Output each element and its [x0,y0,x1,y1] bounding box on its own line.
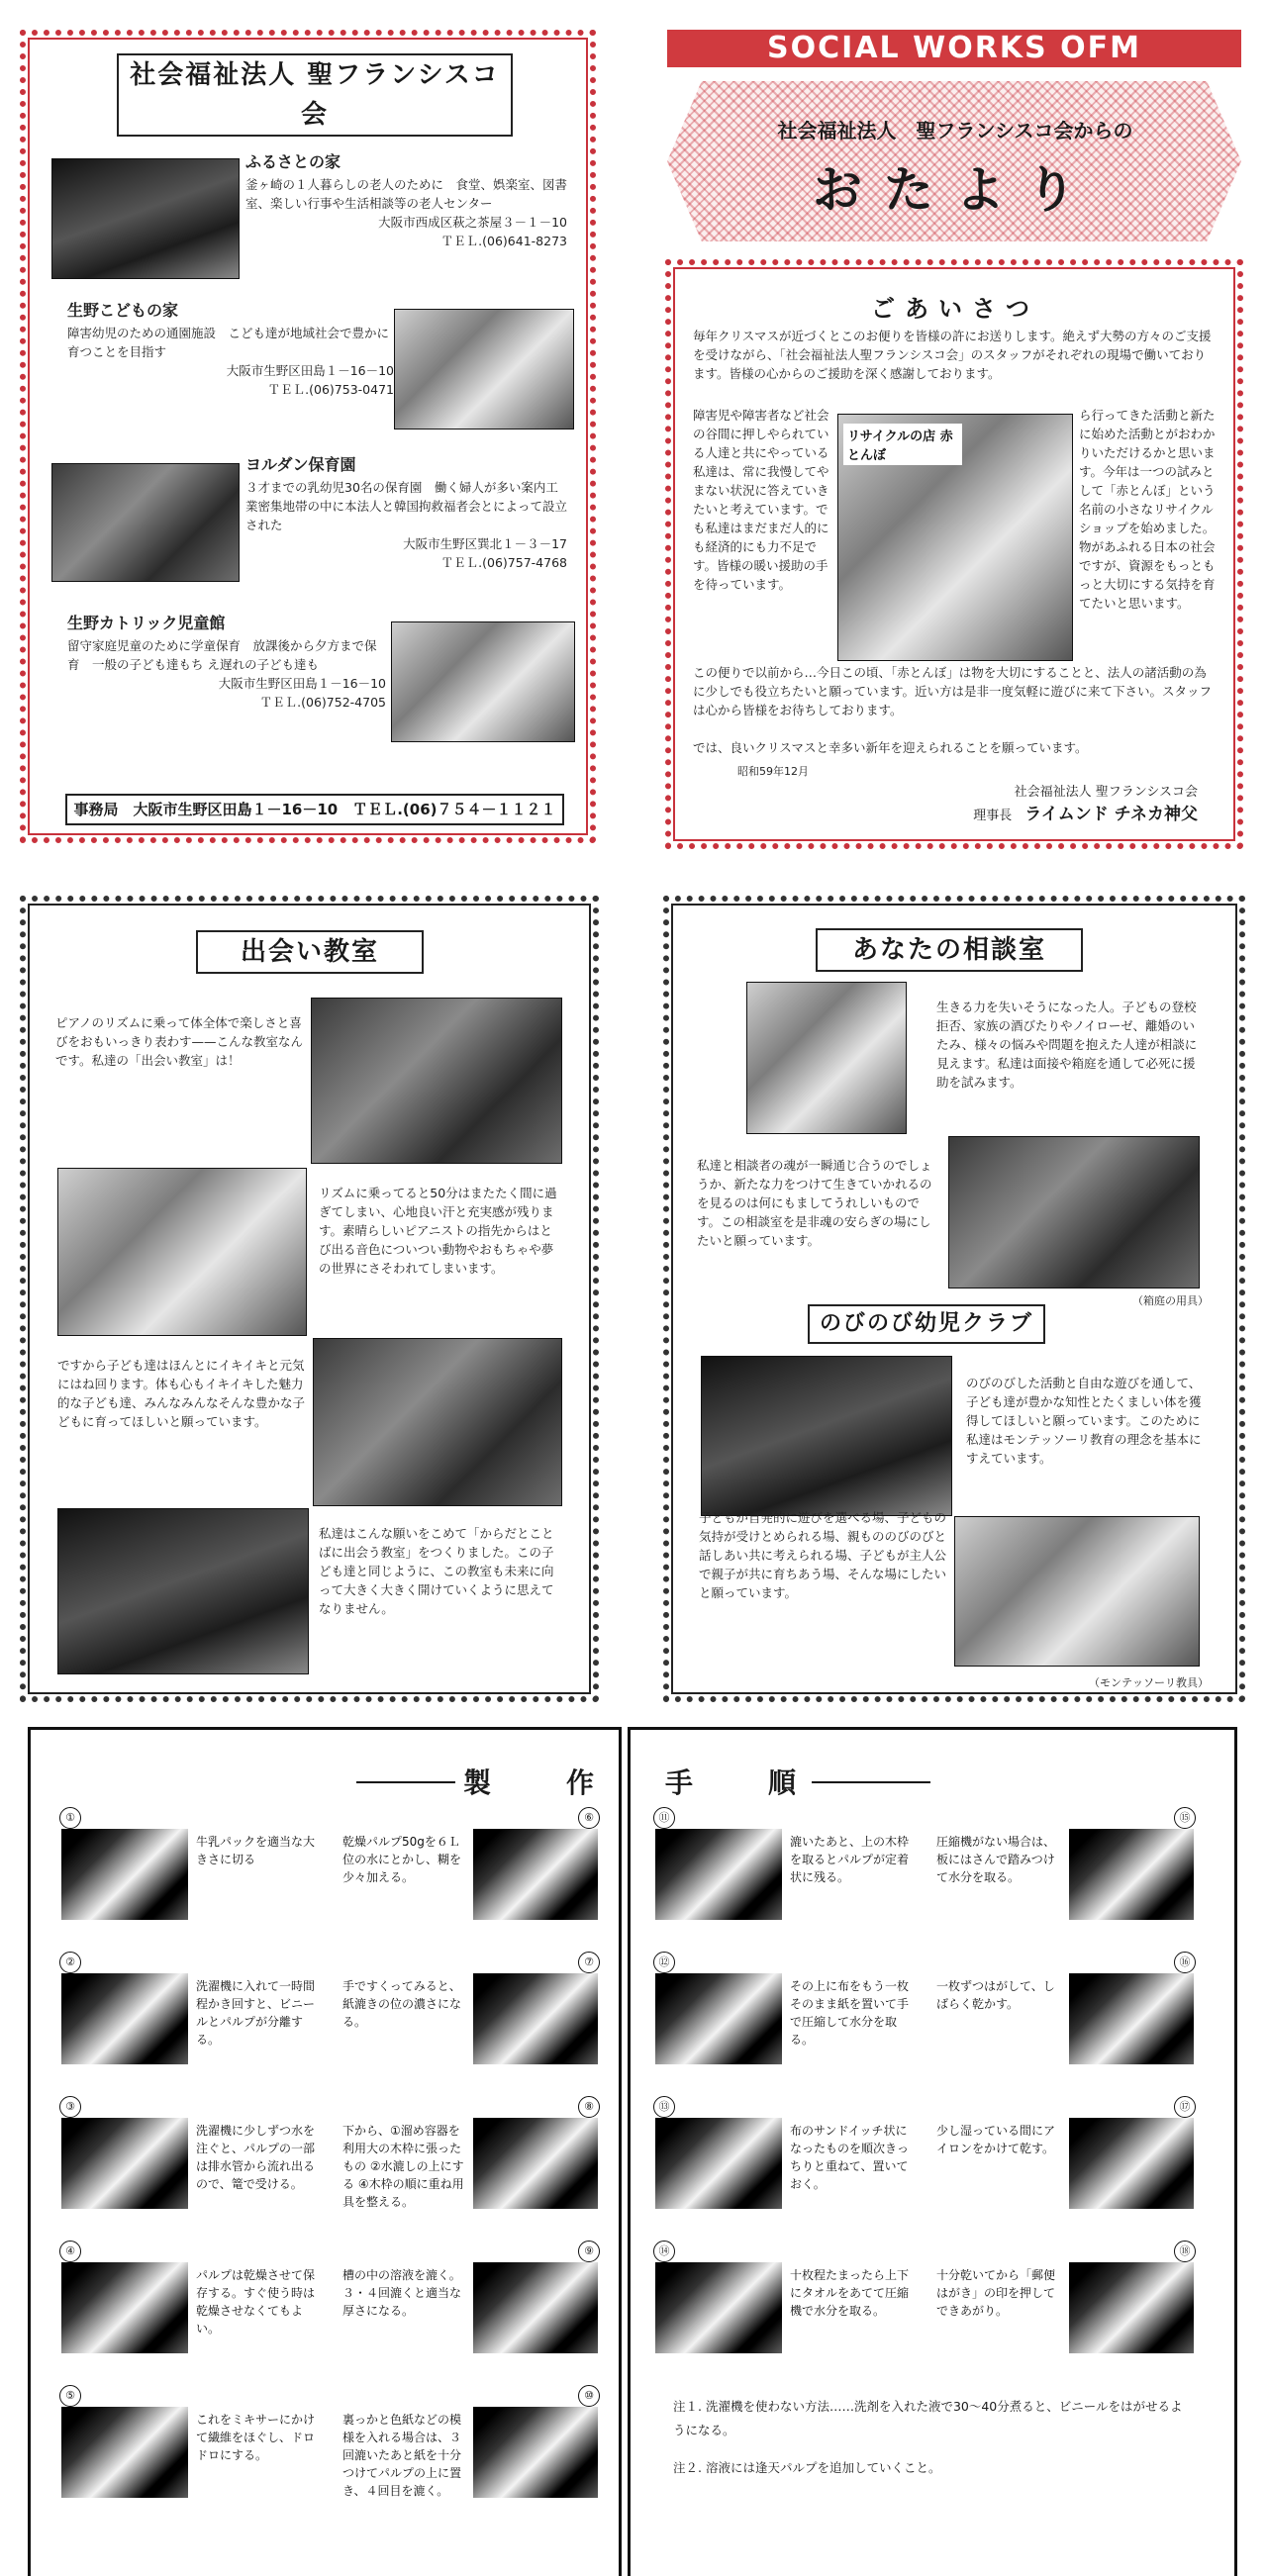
step-1-photo [61,1829,188,1920]
nobinobi-photo-1 [701,1356,952,1516]
deai-photo-1 [311,998,562,1164]
step-6-text: 乾燥パルプ50gを６Ｌ位の水にとかし、糊を少々加える。 [342,1835,462,1884]
step-11-photo [655,1829,782,1920]
shop-sign: リサイクルの店 赤とんぼ [843,424,962,465]
step-17-text: 少し湿っている間にアイロンをかけて乾す。 [936,2124,1056,2155]
step-12-num: ⑫ [653,1952,675,1973]
deai-p4: 私達はこんな願いをこめて「からだとことばに出会う教室」をつくりました。この子ども達と同じように、この教室も未来に向って大きく大きく開けていくように思えてなりません。 [319,1526,554,1616]
step-12-text: その上に布をもう一枚そのまま紙を置いて手で圧縮して水分を取る。 [790,1979,910,2047]
heading-char-1: 製 [463,1766,492,1799]
step-14-photo [655,2262,782,2353]
nobinobi-p1: のびのびした活動と自由な遊びを通して、子ども達が豊かな知性とたくましい体を獲得してほしいと願っています。このために私達はモンテッソーリ教育の理念を基本にすえています。 [966,1376,1202,1466]
step-4-text: パルプは乾燥させて保存する。すぐ使う時は乾燥させなくてもよい。 [196,2268,316,2336]
step-11-num: ⑪ [653,1807,675,1829]
step-17-photo [1069,2118,1194,2209]
step-2-num: ② [59,1952,81,1973]
step-2-photo [61,1973,188,2064]
step-16-text: 一枚ずつはがして、しばらく乾かす。 [936,1979,1055,2011]
facility-name: 生野こどもの家 [67,301,179,320]
nobinobi-title: のびのび幼児クラブ [808,1304,1045,1344]
step-13-text: 布のサンドイッチ状になったものを順次きっちりと重ねて、置いておく。 [790,2124,910,2191]
deai-photo-2 [57,1168,307,1336]
step-16-photo [1069,1973,1194,2064]
office-address: 事務局 大阪市生野区田島１－16－10 ＴＥＬ.(06)７５４－１１２１ [65,794,564,825]
deai-p1: ピアノのリズムに乗って体全体で楽しさと喜びをおもいっきり表わす——こんな教室なんです。私達の「出会い教室」は！ [55,1015,304,1068]
step-14-num: ⑭ [653,2241,675,2262]
steps-note-1: 注１. 洗濯機を使わない方法……洗剤を入れた液で30～40分煮ると、ビニールをはがせるようになる。 [673,2399,1183,2437]
step-18-text: 十分乾いてから「郵便はがき」の印を押してできあがり。 [936,2268,1056,2318]
deai-title: 出会い教室 [196,930,424,974]
step-15-photo [1069,1829,1194,1920]
facility-tel: ＴＥＬ.(06)753-0471 [267,382,394,397]
hakoniwa-photo [948,1136,1200,1288]
soudan-p1: 生きる力を失いそうになった人。子どもの登校拒否、家族の酒びたりやノイローゼ、離婚のいたみ、様々の悩みや問題を抱えた人達が相談に見えます。私達は面接や箱庭を通して必死に援助を試みます。 [936,1000,1198,1090]
step-8-num: ⑧ [578,2096,600,2118]
step-1-text: 牛乳パックを適当な大きさに切る [196,1835,316,1866]
facility-tel: ＴＥＬ.(06)641-8273 [440,234,567,248]
step-3-num: ③ [59,2096,81,2118]
step-6-num: ⑥ [578,1807,600,1829]
facility-address: 大阪市生野区田島１－16－10 [226,363,394,378]
step-5-text: これをミキサーにかけて繊維をほぐし、ドロドロにする。 [196,2413,316,2462]
step-18-photo [1069,2262,1194,2353]
signature-org: 社会福祉法人 聖フランシスコ会 [1014,785,1198,800]
otayori-subtitle: 社会福祉法人 聖フランシスコ会からの [777,119,1133,143]
deai-photo-4 [57,1508,309,1674]
soudan-p2: 私達と相談者の魂が一瞬通じ合うのでしょうか、新たな力をつけて生きていかれるのを見るのは何にもましてうれしいものです。この相談室を是非魂の安らぎの場にしたいと願っています。 [697,1158,932,1248]
greeting-title: ごあいさつ [871,295,1039,323]
step-17-num: ⑰ [1174,2096,1196,2118]
step-7-text: 手ですくってみると、紙漉きの位の濃さになる。 [342,1979,462,2029]
step-4-num: ④ [59,2241,81,2262]
deai-p3: ですから子ども達はほんとにイキイキと元気にはね回ります。体も心もイキイキした魅力的な子ども達、みんなみんなそんな豊かな子どもに育ってほしいと願っています。 [57,1358,306,1429]
heading-char-3: 手 [665,1766,694,1799]
facility-yordan [245,455,567,572]
step-9-num: ⑨ [578,2241,600,2262]
facilities-title: 社会福祉法人 聖フランシスコ会 [117,53,513,137]
facility-tel: ＴＥＬ.(06)757-4768 [440,555,567,570]
step-1-num: ① [59,1807,81,1829]
greeting-intro: 毎年クリスマスが近づくとこのお便りを皆様の許にお送りします。絶えず大勢の方々のご支援を受けながら、「社会福祉法人聖フランシスコ会」のスタッフがそれぞれの現場で働いております。皆様の心からのご援助を深く感謝しております。 [693,329,1212,381]
greeting-right-col: ら行ってきた活動と新たに始めた活動とがおわかりいただけるかと思います。今年は一つの試みとして「赤とんぼ」という名前の小さなリサイクルショップを始めました。物があふれる日本の社会ですが、資源をもっともっと大切にする気持を育てたいと思います。 [1079,408,1216,611]
facility-name: ふるさとの家 [245,152,341,171]
greeting-tail: この便りで以前から…今日この頃、「赤とんぼ」は物を大切にすることと、法人の諸活動の為に少しでも役立ちたいと願っています。近い方は是非一度気軽に遊びに来て下さい。スタッフは心から皆様をお待ちしております。 [693,665,1213,717]
step-2-text: 洗濯機に入れて一時間程かき回すと、ビニールとパルプが分離する。 [196,1979,316,2047]
social-works-banner: SOCIAL WORKS OFM [667,30,1241,67]
step-15-num: ⑮ [1174,1807,1196,1829]
step-7-num: ⑦ [578,1952,600,1973]
deai-p2: リズムに乗ってると50分はまたたく間に過ぎてしまい、心地良い汗と充実感が残ります。素晴らしいピアニストの指先からはとび出る音色についつい動物やおもちゃや夢の世界にさそわれてしまいます。 [319,1186,557,1276]
facility-name: ヨルダン保育園 [245,455,356,474]
step-16-num: ⑯ [1174,1952,1196,1973]
facility-desc: 留守家庭児童のために学童保育 放課後から夕方まで保育 一般の子ども達もち え遅れの子ども達も [67,638,377,672]
step-3-text: 洗濯機に少しずつ水を注ぐと、パルプの一部は排水管から流れ出るので、篭で受ける。 [196,2124,316,2191]
step-10-text: 裏っかと色紙などの模様を入れる場合は、３回漉いたあと紙を十分つけてパルプの上に置き、４回目を漉く。 [342,2413,462,2498]
step-7-photo [473,1973,598,2064]
facility-ikuno-kodomo [67,301,394,399]
facility-address: 大阪市生野区巽北１－３－17 [403,536,567,551]
otayori-title: おたより [813,161,1098,219]
step-5-num: ⑤ [59,2385,81,2407]
nobinobi-p2: 子どもが自発的に遊びを選べる場、子どもの気持が受けとめられる場、親もののびのびと話しあい共に考えられる場、子どもが主人公で親子が共に育ちあう場、そんな場にしたいと願っています。 [699,1510,947,1600]
step-10-photo [473,2407,598,2498]
facility-desc: ３才までの乳幼児30名の保育園 働く婦人が多い案内工業密集地帯の中に本法人と韓国拘救福者会とによって設立された [245,480,568,532]
furusato-photo [51,158,240,279]
heading-char-4: 順 [768,1766,797,1799]
facility-name: 生野カトリック児童館 [67,614,226,632]
deai-photo-3 [313,1338,562,1506]
facility-desc: 障害幼児のための通園施設 こども達が地域社会で豊かに育つことを目指す [67,326,390,359]
step-18-num: ⑱ [1174,2241,1196,2262]
greeting-left-col: 障害児や障害者など社会の谷間に押しやられている人達と共にやっている私達は、常に我慢してやまない状況に答えていきたいと考えています。でも私達はまだまだ人的にも経済的にも力不足です。皆様の暖い援助の手を待っています。 [693,408,829,592]
step-6-photo [473,1829,598,1920]
signature-person: ライムンド チネカ神父 [1024,805,1198,824]
facility-address: 大阪市生野区田島１－16－10 [218,676,386,691]
step-8-text: 下から、①溜め容器を利用大の木枠に張ったもの ②水漉しの上にする ④木枠の順に重ね用具を整える。 [342,2124,464,2209]
facility-tel: ＴＥＬ.(06)752-4705 [259,695,386,710]
signature-role: 理事長 [973,809,1013,823]
heading-rule-left [356,1781,455,1783]
yordan-photo [51,463,240,582]
step-8-photo [473,2118,598,2209]
step-9-text: 槽の中の溶液を漉く。３・４回漉くと適当な厚さになる。 [342,2268,462,2318]
heading-char-2: 作 [566,1766,595,1799]
facility-address: 大阪市西成区萩之茶屋３－１－10 [378,215,567,230]
step-4-photo [61,2262,188,2353]
greeting-date: 昭和59年12月 [737,765,809,778]
soudan-title: あなたの相談室 [816,928,1083,972]
montessori-caption: （モンテッソーリ教具） [1089,1676,1209,1689]
greeting-signature [871,782,1198,827]
soudan-photo-1 [746,982,907,1134]
step-12-photo [655,1973,782,2064]
step-13-num: ⑬ [653,2096,675,2118]
jidoukan-photo [391,621,575,742]
facility-furusato [245,152,567,250]
step-10-num: ⑩ [578,2385,600,2407]
step-3-photo [61,2118,188,2209]
montessori-photo [954,1516,1200,1667]
hakoniwa-caption: （箱庭の用具） [1132,1294,1209,1307]
steps-note-2: 注２. 溶液には逢天パルプを追加していくこと。 [673,2460,941,2475]
step-13-photo [655,2118,782,2209]
heading-rule-right [812,1781,930,1783]
facility-desc: 釜ヶ崎の１人暮らしの老人のために 食堂、娯楽室、図書室、楽しい行事や生活相談等の老人センター [245,177,568,211]
kodomo-photo [394,309,574,429]
step-11-text: 漉いたあと、上の木枠を取るとパルプが定着状に残る。 [790,1835,910,1884]
step-15-text: 圧縮機がない場合は、板にはさんで踏みつけて水分を取る。 [936,1835,1056,1884]
step-14-text: 十枚程たまったら上下にタオルをあてて圧縮機で水分を取る。 [790,2268,910,2318]
facility-ikuno-jidoukan [67,614,386,712]
greeting-closing: では、良いクリスマスと幸多い新年を迎えられることを願っています。 [693,740,1088,755]
step-9-photo [473,2262,598,2353]
step-5-photo [61,2407,188,2498]
